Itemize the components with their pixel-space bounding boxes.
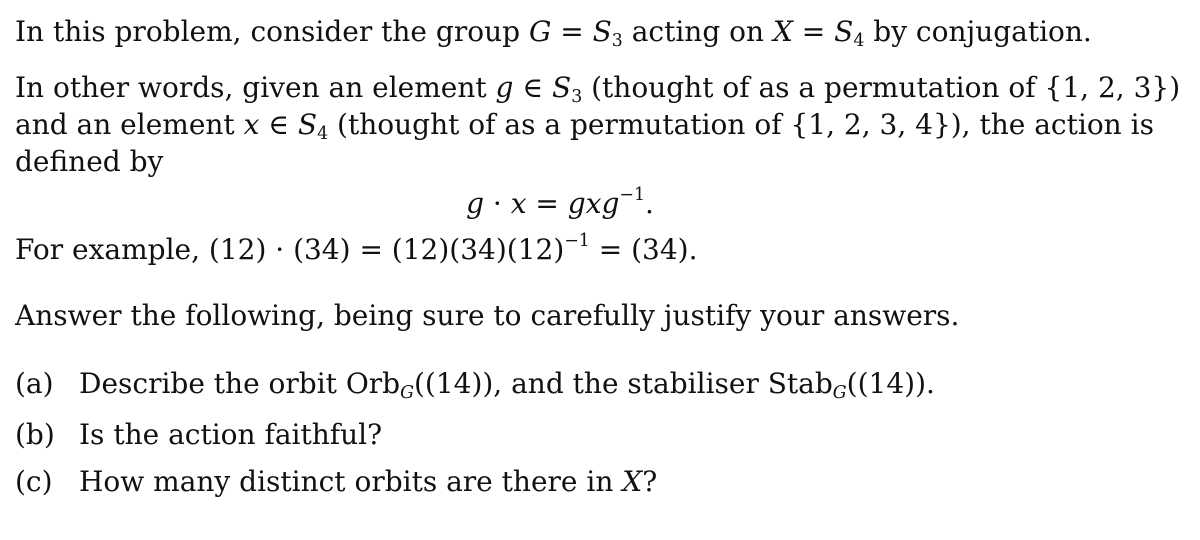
- intro-text-mid: acting on: [622, 15, 773, 48]
- math-inverse-exponent: −1: [564, 230, 590, 251]
- math-in: ∈: [259, 108, 298, 141]
- question-text-b: ((14)), and the stabiliser Stab: [413, 367, 833, 400]
- intro-line: [15, 14, 1092, 50]
- example-text: For example, (12) · (34) = (12)(34)(12): [15, 233, 565, 266]
- math-eq-2: =: [792, 15, 835, 48]
- paragraph-text-b: (thought of as a permutation of {1, 2, 3}): [582, 71, 1181, 104]
- paragraph-line-3: [15, 144, 163, 180]
- math-inverse-exponent: −1: [619, 184, 646, 205]
- math-X: X: [622, 465, 643, 498]
- paragraph-text: In other words, given an element: [15, 71, 496, 104]
- paragraph-text-b: (thought of as a permutation of {1, 2, 3, 4}), the action is: [328, 108, 1154, 141]
- math-in: ∈: [513, 71, 552, 104]
- math-G: G: [528, 15, 552, 48]
- paragraph-line-1: [15, 70, 1180, 106]
- math-sub-3: 3: [611, 31, 623, 52]
- question-a: [15, 366, 935, 402]
- math-sub-4: 4: [853, 31, 865, 52]
- paragraph-line-2: [15, 107, 1154, 143]
- question-text-c: ((14)).: [846, 367, 935, 400]
- question-text: Describe the orbit Orb: [79, 367, 401, 400]
- instruction-line: [15, 298, 959, 334]
- math-period: .: [645, 187, 654, 220]
- question-text-end: ?: [642, 465, 658, 498]
- math-x: x: [510, 187, 527, 220]
- paragraph-text: defined by: [15, 145, 164, 178]
- math-S: S: [552, 71, 572, 104]
- intro-text: In this problem, consider the group: [15, 15, 529, 48]
- math-sub-3: 3: [571, 87, 583, 108]
- math-eq: =: [551, 15, 593, 48]
- math-gxg: gxg: [567, 187, 620, 220]
- math-X: X: [772, 15, 793, 48]
- instruction-text: Answer the following, being sure to carefully justify your answers.: [15, 299, 960, 332]
- question-b: [15, 417, 382, 453]
- action-formula: [0, 186, 1160, 222]
- question-text: How many distinct orbits are there in: [79, 465, 623, 498]
- intro-text-end: by conjugation.: [864, 15, 1092, 48]
- question-label: (c): [15, 465, 53, 498]
- question-c: [15, 464, 657, 500]
- paragraph-text: and an element: [15, 108, 244, 141]
- question-label: (b): [15, 418, 55, 451]
- math-eq: =: [526, 187, 568, 220]
- math-S: S: [592, 15, 612, 48]
- math-sub-G: G: [400, 383, 414, 404]
- question-text: Is the action faithful?: [79, 418, 383, 451]
- example-text-end: = (34).: [589, 233, 698, 266]
- math-dot: ·: [484, 187, 511, 220]
- example-line: [15, 232, 697, 268]
- question-label: (a): [15, 367, 54, 400]
- math-g: g: [466, 187, 485, 220]
- math-S-2: S: [834, 15, 854, 48]
- math-sub-4: 4: [317, 124, 329, 145]
- math-sub-G-2: G: [832, 383, 847, 404]
- math-S: S: [297, 108, 318, 141]
- math-g: g: [495, 71, 514, 104]
- math-x: x: [243, 108, 260, 141]
